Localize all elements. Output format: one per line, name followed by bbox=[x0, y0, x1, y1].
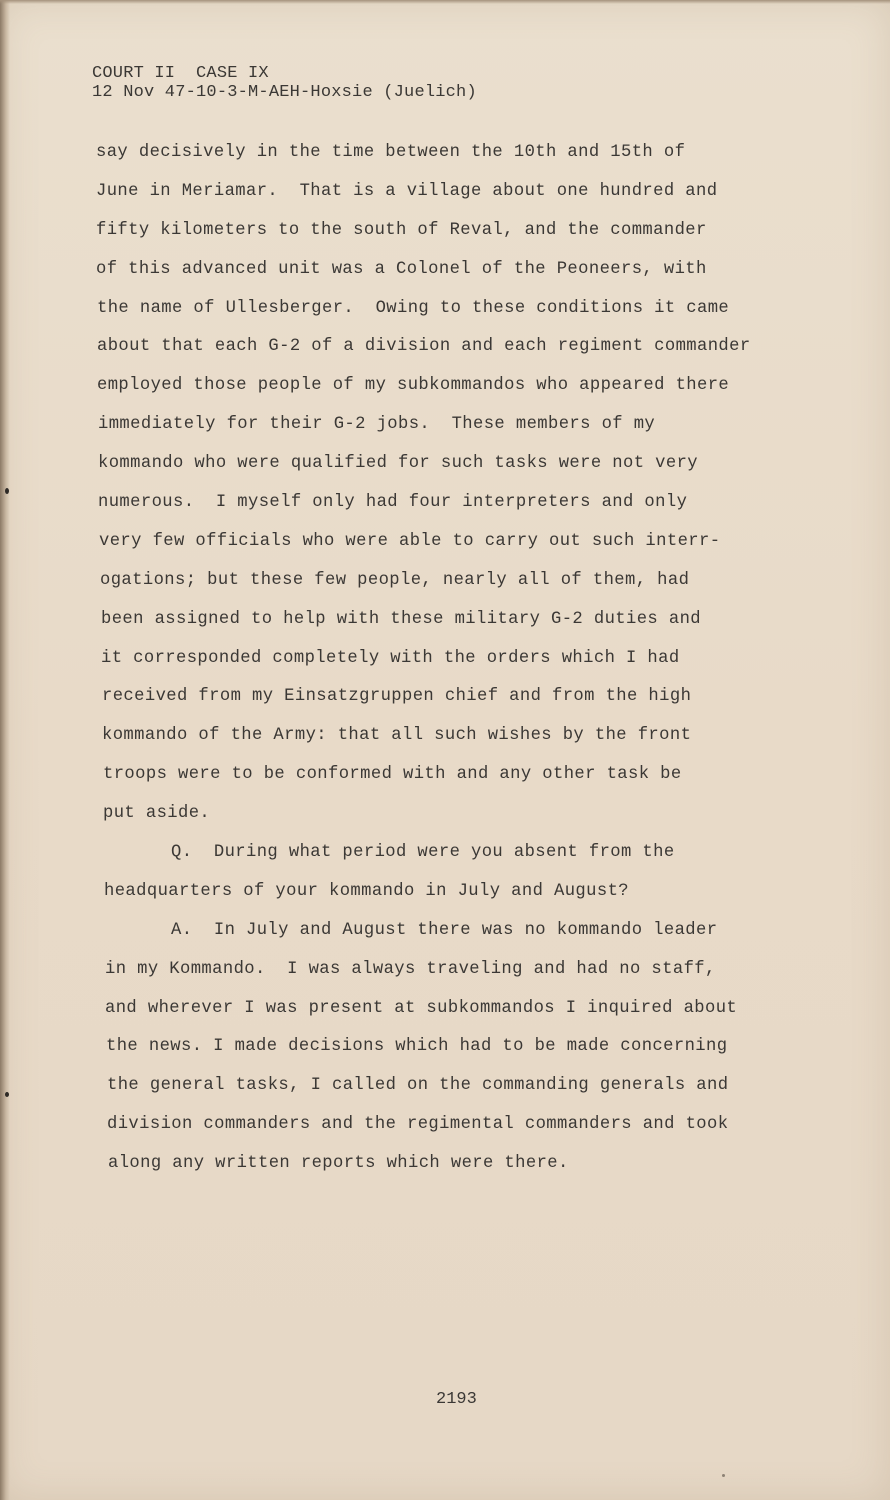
text-line: numerous. I myself only had four interpreters and only bbox=[98, 493, 688, 513]
text-line: in my Kommando. I was always traveling and had no staff, bbox=[105, 959, 716, 979]
text-line: put aside. bbox=[103, 804, 211, 824]
paper-speck bbox=[722, 1474, 725, 1477]
text-line: it corresponded completely with the orders which I had bbox=[101, 648, 680, 668]
text-line: along any written reports which were there. bbox=[108, 1154, 569, 1174]
text-line: the name of Ullesberger. Owing to these conditions it came bbox=[97, 298, 730, 318]
page-left-edge bbox=[0, 0, 10, 1500]
text-line: and wherever I was present at subkommandos I inquired about bbox=[105, 998, 738, 1018]
paper-speck bbox=[5, 1092, 9, 1097]
text-line: headquarters of your kommando in July and August? bbox=[104, 881, 629, 901]
text-line: very few officials who were able to carry out such interr- bbox=[99, 531, 721, 551]
text-line: of this advanced unit was a Colonel of the Peoneers, with bbox=[96, 259, 707, 279]
text-line: immediately for their G-2 jobs. These members of my bbox=[98, 415, 656, 435]
text-line: about that each G-2 of a division and each regiment commander bbox=[97, 337, 751, 357]
text-line: the news. I made decisions which had to be made concerning bbox=[106, 1037, 728, 1057]
text-line: division commanders and the regimental commanders and took bbox=[107, 1115, 729, 1135]
page-number: 2193 bbox=[436, 1390, 477, 1409]
text-line: fifty kilometers to the south of Reval, and the commander bbox=[96, 220, 707, 240]
text-line: the general tasks, I called on the commanding generals and bbox=[107, 1076, 729, 1096]
answer-line: A. In July and August there was no kommando leader bbox=[96, 920, 718, 940]
text-line: June in Meriamar. That is a village about one hundred and bbox=[96, 181, 718, 201]
text-line: kommando who were qualified for such tasks were not very bbox=[98, 454, 698, 474]
text-line: received from my Einsatzgruppen chief and from the high bbox=[102, 687, 692, 707]
text-line: ogations; but these few people, nearly all of them, had bbox=[100, 570, 690, 590]
text-line: been assigned to help with these military G-2 duties and bbox=[101, 609, 701, 629]
page-top-edge bbox=[0, 0, 890, 4]
text-line: employed those people of my subkommandos who appeared there bbox=[97, 376, 730, 396]
text-line: troops were to be conformed with and any other task be bbox=[103, 765, 682, 785]
document-header bbox=[92, 64, 477, 102]
date-reference-line: 12 Nov 47-10-3-M-AEH-Hoxsie (Juelich) bbox=[92, 83, 477, 102]
text-line: say decisively in the time between the 10th and 15th of bbox=[96, 143, 686, 162]
paper-speck bbox=[5, 488, 9, 494]
text-line: kommando of the Army: that all such wishes by the front bbox=[102, 726, 692, 746]
case-heading: COURT II CASE IX bbox=[92, 64, 269, 83]
testimony-text bbox=[96, 138, 836, 1188]
question-line: Q. During what period were you absent from the bbox=[96, 843, 675, 863]
